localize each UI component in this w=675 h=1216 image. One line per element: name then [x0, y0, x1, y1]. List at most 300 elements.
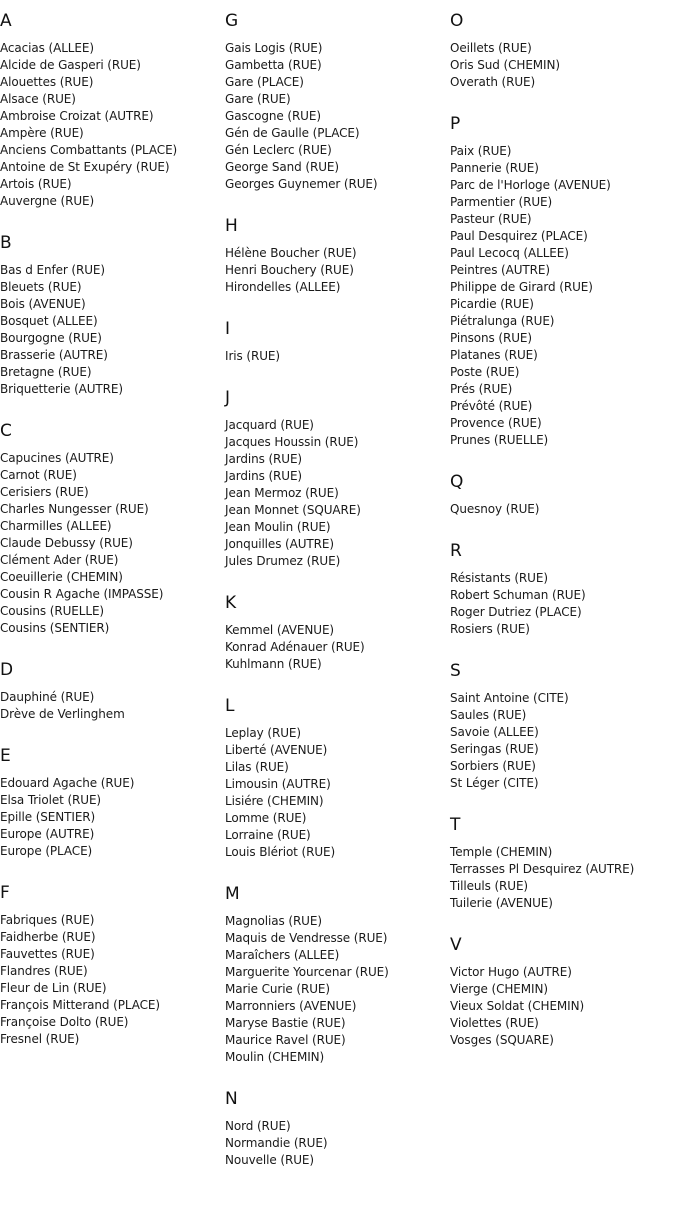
- list-item: [225, 725, 450, 742]
- street-link[interactable]: Jacquard (RUE): [225, 418, 314, 432]
- list-item: [0, 586, 225, 603]
- list-item: [225, 91, 450, 108]
- list-item: [450, 981, 675, 998]
- list-item: [225, 553, 450, 570]
- list-item: [225, 159, 450, 176]
- street-list-l: [225, 725, 450, 861]
- street-link[interactable]: Vosges (SQUARE): [450, 1033, 554, 1047]
- street-list-r: [450, 570, 675, 638]
- street-link[interactable]: Saint Antoine (CITE): [450, 691, 569, 705]
- street-link[interactable]: Gare (RUE): [225, 92, 291, 106]
- list-item: [0, 74, 225, 91]
- list-item: [450, 279, 675, 296]
- street-link[interactable]: Europe (PLACE): [0, 844, 93, 858]
- street-link[interactable]: Clément Ader (RUE): [0, 553, 119, 567]
- street-link[interactable]: Bretagne (RUE): [0, 365, 92, 379]
- street-link[interactable]: Piétralunga (RUE): [450, 314, 555, 328]
- street-link[interactable]: Limousin (AUTRE): [225, 777, 331, 791]
- street-link[interactable]: Normandie (RUE): [225, 1136, 328, 1150]
- street-link[interactable]: Cerisiers (RUE): [0, 485, 89, 499]
- street-link[interactable]: Platanes (RUE): [450, 348, 538, 362]
- list-item: [450, 1032, 675, 1049]
- street-link[interactable]: Gais Logis (RUE): [225, 41, 323, 55]
- street-link[interactable]: Gén de Gaulle (PLACE): [225, 126, 360, 140]
- street-link[interactable]: Paul Lecocq (ALLEE): [450, 246, 569, 260]
- list-item: [0, 929, 225, 946]
- list-item: [450, 245, 675, 262]
- section-letter-i: I: [225, 319, 231, 339]
- street-list-g: [225, 40, 450, 193]
- street-link[interactable]: Coeuillerie (CHEMIN): [0, 570, 123, 584]
- list-item: [225, 262, 450, 279]
- street-link[interactable]: Françoise Dolto (RUE): [0, 1015, 129, 1029]
- list-item: [450, 398, 675, 415]
- street-link[interactable]: Bois (AVENUE): [0, 297, 86, 311]
- list-item: [225, 125, 450, 142]
- list-item: [225, 639, 450, 656]
- section-letter-n: N: [225, 1089, 238, 1109]
- street-list-k: [225, 622, 450, 673]
- street-link[interactable]: Dauphiné (RUE): [0, 690, 95, 704]
- street-link[interactable]: Kemmel (AVENUE): [225, 623, 335, 637]
- list-item: [0, 450, 225, 467]
- street-list-n: [225, 1118, 450, 1169]
- list-item: [0, 518, 225, 535]
- street-link[interactable]: Sorbiers (RUE): [450, 759, 536, 773]
- section-letter-k: K: [225, 593, 237, 613]
- list-item: [225, 502, 450, 519]
- street-link[interactable]: Rosiers (RUE): [450, 622, 530, 636]
- street-list-b: [0, 262, 225, 398]
- street-link[interactable]: Peintres (AUTRE): [450, 263, 550, 277]
- street-link[interactable]: Hélène Boucher (RUE): [225, 246, 357, 260]
- street-link[interactable]: Maryse Bastie (RUE): [225, 1016, 346, 1030]
- street-link[interactable]: Pannerie (RUE): [450, 161, 539, 175]
- list-item: [0, 706, 225, 723]
- list-item: [0, 826, 225, 843]
- street-link[interactable]: Savoie (ALLEE): [450, 725, 539, 739]
- street-link[interactable]: Tuilerie (AVENUE): [450, 896, 553, 910]
- street-link[interactable]: Vieux Soldat (CHEMIN): [450, 999, 585, 1013]
- list-item: [225, 998, 450, 1015]
- street-link[interactable]: Nord (RUE): [225, 1119, 291, 1133]
- section-letter-t: T: [450, 815, 461, 835]
- list-item: [0, 912, 225, 929]
- list-item: [450, 177, 675, 194]
- list-item: [450, 621, 675, 638]
- street-link[interactable]: Jardins (RUE): [225, 452, 303, 466]
- street-link[interactable]: Lisiére (CHEMIN): [225, 794, 324, 808]
- list-item: [225, 1032, 450, 1049]
- street-link[interactable]: Alouettes (RUE): [0, 75, 94, 89]
- street-link[interactable]: Marie Curie (RUE): [225, 982, 330, 996]
- street-link[interactable]: Cousins (RUELLE): [0, 604, 105, 618]
- street-link[interactable]: Konrad Adénauer (RUE): [225, 640, 365, 654]
- list-item: [0, 809, 225, 826]
- street-link[interactable]: Moulin (CHEMIN): [225, 1050, 325, 1064]
- list-item: [225, 776, 450, 793]
- street-link[interactable]: Gare (PLACE): [225, 75, 304, 89]
- list-item: [225, 844, 450, 861]
- list-item: [225, 1049, 450, 1066]
- street-link[interactable]: Vierge (CHEMIN): [450, 982, 548, 996]
- street-link[interactable]: Marguerite Yourcenar (RUE): [225, 965, 389, 979]
- street-link[interactable]: Poste (RUE): [450, 365, 520, 379]
- list-item: [225, 434, 450, 451]
- street-link[interactable]: Tilleuls (RUE): [450, 879, 529, 893]
- list-item: [225, 485, 450, 502]
- street-link[interactable]: Oris Sud (CHEMIN): [450, 58, 560, 72]
- list-item: [0, 57, 225, 74]
- list-item: [450, 844, 675, 861]
- list-item: [450, 587, 675, 604]
- list-item: [225, 348, 450, 365]
- street-link[interactable]: Robert Schuman (RUE): [450, 588, 586, 602]
- list-item: [225, 810, 450, 827]
- list-item: [450, 895, 675, 912]
- section-letter-l: L: [225, 696, 235, 716]
- list-item: [0, 946, 225, 963]
- street-link[interactable]: Fauvettes (RUE): [0, 947, 95, 961]
- street-list-i: [225, 348, 450, 365]
- list-item: [0, 364, 225, 381]
- list-item: [0, 108, 225, 125]
- list-item: [0, 535, 225, 552]
- street-link[interactable]: Cousin R Agache (IMPASSE): [0, 587, 164, 601]
- list-item: [450, 211, 675, 228]
- list-item: [225, 176, 450, 193]
- list-item: [450, 741, 675, 758]
- street-link[interactable]: Carnot (RUE): [0, 468, 77, 482]
- street-link[interactable]: Bleuets (RUE): [0, 280, 82, 294]
- street-link[interactable]: Overath (RUE): [450, 75, 536, 89]
- list-item: [0, 347, 225, 364]
- street-link[interactable]: Brasserie (AUTRE): [0, 348, 108, 362]
- street-link[interactable]: Lomme (RUE): [225, 811, 307, 825]
- list-item: [225, 108, 450, 125]
- list-item: [450, 878, 675, 895]
- street-link[interactable]: Artois (RUE): [0, 177, 72, 191]
- street-link[interactable]: Prunes (RUELLE): [450, 433, 549, 447]
- street-link[interactable]: Hirondelles (ALLEE): [225, 280, 341, 294]
- street-link[interactable]: Marronniers (AVENUE): [225, 999, 357, 1013]
- street-list-a: [0, 40, 225, 210]
- list-item: [225, 1152, 450, 1169]
- street-link[interactable]: Kuhlmann (RUE): [225, 657, 322, 671]
- list-item: [225, 827, 450, 844]
- street-link[interactable]: Anciens Combattants (PLACE): [0, 143, 178, 157]
- list-item: [225, 417, 450, 434]
- list-item: [225, 519, 450, 536]
- street-link[interactable]: Parmentier (RUE): [450, 195, 553, 209]
- list-item: [0, 142, 225, 159]
- list-item: [225, 57, 450, 74]
- street-link[interactable]: Ampère (RUE): [0, 126, 84, 140]
- street-link[interactable]: Paix (RUE): [450, 144, 512, 158]
- list-item: [450, 998, 675, 1015]
- list-item: [450, 296, 675, 313]
- street-link[interactable]: Claude Debussy (RUE): [0, 536, 133, 550]
- street-link[interactable]: Quesnoy (RUE): [450, 502, 540, 516]
- list-item: [450, 74, 675, 91]
- list-item: [0, 296, 225, 313]
- street-list-q: [450, 501, 675, 518]
- street-link[interactable]: Cousins (SENTIER): [0, 621, 110, 635]
- section-letter-o: O: [450, 11, 464, 31]
- street-list-t: [450, 844, 675, 912]
- street-link[interactable]: François Mitterand (PLACE): [0, 998, 160, 1012]
- list-item: [225, 947, 450, 964]
- street-link[interactable]: Drève de Verlinghem: [0, 707, 125, 721]
- street-link[interactable]: Parc de l'Horloge (AVENUE): [450, 178, 611, 192]
- street-link[interactable]: Fabriques (RUE): [0, 913, 95, 927]
- section-letter-s: S: [450, 661, 461, 681]
- list-item: [225, 981, 450, 998]
- street-link[interactable]: Jean Moulin (RUE): [225, 520, 331, 534]
- street-link[interactable]: Roger Dutriez (PLACE): [450, 605, 582, 619]
- street-link[interactable]: Charmilles (ALLEE): [0, 519, 112, 533]
- street-link[interactable]: Europe (AUTRE): [0, 827, 95, 841]
- list-item: [450, 415, 675, 432]
- street-link[interactable]: Gambetta (RUE): [225, 58, 322, 72]
- street-link[interactable]: Alcide de Gasperi (RUE): [0, 58, 141, 72]
- street-list-d: [0, 689, 225, 723]
- section-letter-h: H: [225, 216, 238, 236]
- list-item: [450, 570, 675, 587]
- list-item: [450, 57, 675, 74]
- street-column-2: [225, 10, 450, 1191]
- street-link[interactable]: Picardie (RUE): [450, 297, 534, 311]
- street-list-j: [225, 417, 450, 570]
- list-item: [225, 759, 450, 776]
- list-item: [0, 176, 225, 193]
- list-item: [225, 622, 450, 639]
- street-link[interactable]: Edouard Agache (RUE): [0, 776, 135, 790]
- street-link[interactable]: Saules (RUE): [450, 708, 527, 722]
- street-link[interactable]: Terrasses Pl Desquirez (AUTRE): [450, 862, 635, 876]
- street-link[interactable]: Maurice Ravel (RUE): [225, 1033, 346, 1047]
- list-item: [225, 930, 450, 947]
- street-link[interactable]: Jonquilles (AUTRE): [225, 537, 334, 551]
- section-letter-a: A: [0, 11, 12, 31]
- street-column-3: [450, 10, 675, 1071]
- street-link[interactable]: Prévôté (RUE): [450, 399, 533, 413]
- street-list-e: [0, 775, 225, 860]
- section-letter-e: E: [0, 746, 11, 766]
- street-link[interactable]: Lorraine (RUE): [225, 828, 311, 842]
- street-list-v: [450, 964, 675, 1049]
- list-item: [450, 228, 675, 245]
- list-item: [450, 330, 675, 347]
- list-item: [0, 40, 225, 57]
- list-item: [225, 245, 450, 262]
- street-link[interactable]: Paul Desquirez (PLACE): [450, 229, 588, 243]
- street-link[interactable]: Jean Monnet (SQUARE): [225, 503, 361, 517]
- list-item: [225, 964, 450, 981]
- street-link[interactable]: Antoine de St Exupéry (RUE): [0, 160, 170, 174]
- street-link[interactable]: Acacias (ALLEE): [0, 41, 94, 55]
- list-item: [0, 484, 225, 501]
- street-list-p: [450, 143, 675, 449]
- street-link[interactable]: Ambroise Croizat (AUTRE): [0, 109, 154, 123]
- list-item: [0, 313, 225, 330]
- street-link[interactable]: Jardins (RUE): [225, 469, 303, 483]
- street-link[interactable]: Victor Hugo (AUTRE): [450, 965, 572, 979]
- street-link[interactable]: Gascogne (RUE): [225, 109, 321, 123]
- list-item: [225, 1118, 450, 1135]
- list-item: [450, 262, 675, 279]
- street-link[interactable]: Henri Bouchery (RUE): [225, 263, 354, 277]
- list-item: [225, 742, 450, 759]
- list-item: [0, 552, 225, 569]
- list-item: [0, 603, 225, 620]
- street-link[interactable]: Capucines (AUTRE): [0, 451, 114, 465]
- street-list-h: [225, 245, 450, 296]
- section-letter-c: C: [0, 421, 12, 441]
- list-item: [0, 159, 225, 176]
- list-item: [0, 279, 225, 296]
- street-link[interactable]: Leplay (RUE): [225, 726, 301, 740]
- list-item: [0, 193, 225, 210]
- street-link[interactable]: Provence (RUE): [450, 416, 542, 430]
- street-link[interactable]: Philippe de Girard (RUE): [450, 280, 593, 294]
- street-list-m: [225, 913, 450, 1066]
- street-list-s: [450, 690, 675, 792]
- street-link[interactable]: Magnolias (RUE): [225, 914, 322, 928]
- list-item: [225, 74, 450, 91]
- section-letter-g: G: [225, 11, 239, 31]
- street-list-c: [0, 450, 225, 637]
- section-letter-b: B: [0, 233, 12, 253]
- street-link[interactable]: Flandres (RUE): [0, 964, 88, 978]
- list-item: [450, 690, 675, 707]
- list-item: [225, 536, 450, 553]
- list-item: [450, 775, 675, 792]
- list-item: [450, 964, 675, 981]
- street-link[interactable]: Violettes (RUE): [450, 1016, 539, 1030]
- street-link[interactable]: Charles Nungesser (RUE): [0, 502, 149, 516]
- street-link[interactable]: Elsa Triolet (RUE): [0, 793, 102, 807]
- list-item: [225, 913, 450, 930]
- street-list-o: [450, 40, 675, 91]
- list-item: [225, 656, 450, 673]
- list-item: [0, 569, 225, 586]
- street-link[interactable]: Jules Drumez (RUE): [225, 554, 341, 568]
- section-letter-d: D: [0, 660, 14, 680]
- list-item: [225, 451, 450, 468]
- street-link[interactable]: Seringas (RUE): [450, 742, 539, 756]
- list-item: [450, 501, 675, 518]
- street-link[interactable]: Nouvelle (RUE): [225, 1153, 314, 1167]
- list-item: [0, 997, 225, 1014]
- list-item: [0, 963, 225, 980]
- list-item: [450, 381, 675, 398]
- street-link[interactable]: Jacques Houssin (RUE): [225, 435, 359, 449]
- list-item: [450, 758, 675, 775]
- section-letter-r: R: [450, 541, 462, 561]
- list-item: [450, 40, 675, 57]
- list-item: [0, 467, 225, 484]
- list-item: [0, 262, 225, 279]
- street-link[interactable]: Alsace (RUE): [0, 92, 76, 106]
- list-item: [450, 143, 675, 160]
- list-item: [0, 1014, 225, 1031]
- street-link[interactable]: Briquetterie (AUTRE): [0, 382, 123, 396]
- list-item: [0, 91, 225, 108]
- list-item: [450, 724, 675, 741]
- list-item: [225, 1015, 450, 1032]
- section-letter-q: Q: [450, 472, 464, 492]
- street-list-f: [0, 912, 225, 1048]
- street-column-1: [0, 10, 225, 1070]
- list-item: [450, 604, 675, 621]
- street-link[interactable]: Prés (RUE): [450, 382, 513, 396]
- street-link[interactable]: Georges Guynemer (RUE): [225, 177, 378, 191]
- street-link[interactable]: Faidherbe (RUE): [0, 930, 96, 944]
- list-item: [0, 689, 225, 706]
- list-item: [225, 793, 450, 810]
- list-item: [0, 330, 225, 347]
- street-link[interactable]: Résistants (RUE): [450, 571, 548, 585]
- street-link[interactable]: Auvergne (RUE): [0, 194, 95, 208]
- list-item: [0, 620, 225, 637]
- list-item: [225, 142, 450, 159]
- list-item: [0, 792, 225, 809]
- street-link[interactable]: Bosquet (ALLEE): [0, 314, 98, 328]
- list-item: [450, 432, 675, 449]
- street-link[interactable]: Maraîchers (ALLEE): [225, 948, 340, 962]
- section-letter-p: P: [450, 114, 461, 134]
- list-item: [450, 313, 675, 330]
- section-letter-j: J: [225, 388, 231, 408]
- list-item: [0, 125, 225, 142]
- street-link[interactable]: Bas d Enfer (RUE): [0, 263, 105, 277]
- list-item: [0, 980, 225, 997]
- street-link[interactable]: Temple (CHEMIN): [450, 845, 553, 859]
- list-item: [225, 279, 450, 296]
- street-link[interactable]: Pasteur (RUE): [450, 212, 532, 226]
- list-item: [450, 347, 675, 364]
- street-link[interactable]: Jean Mermoz (RUE): [225, 486, 339, 500]
- list-item: [0, 381, 225, 398]
- street-link[interactable]: Gén Leclerc (RUE): [225, 143, 332, 157]
- street-link[interactable]: St Léger (CITE): [450, 776, 539, 790]
- list-item: [225, 468, 450, 485]
- list-item: [450, 861, 675, 878]
- street-link[interactable]: Lilas (RUE): [225, 760, 289, 774]
- street-link[interactable]: Louis Blériot (RUE): [225, 845, 336, 859]
- list-item: [0, 843, 225, 860]
- section-letter-v: V: [450, 935, 462, 955]
- street-link[interactable]: Fresnel (RUE): [0, 1032, 80, 1046]
- street-link[interactable]: Fleur de Lin (RUE): [0, 981, 107, 995]
- list-item: [225, 40, 450, 57]
- section-letter-f: F: [0, 883, 10, 903]
- street-link[interactable]: Epille (SENTIER): [0, 810, 96, 824]
- street-link[interactable]: George Sand (RUE): [225, 160, 339, 174]
- list-item: [0, 1031, 225, 1048]
- street-link[interactable]: Iris (RUE): [225, 349, 280, 363]
- list-item: [450, 707, 675, 724]
- list-item: [225, 1135, 450, 1152]
- street-link[interactable]: Pinsons (RUE): [450, 331, 532, 345]
- street-link[interactable]: Bourgogne (RUE): [0, 331, 102, 345]
- street-link[interactable]: Oeillets (RUE): [450, 41, 532, 55]
- street-link[interactable]: Liberté (AVENUE): [225, 743, 328, 757]
- list-item: [450, 1015, 675, 1032]
- street-link[interactable]: Maquis de Vendresse (RUE): [225, 931, 388, 945]
- list-item: [0, 775, 225, 792]
